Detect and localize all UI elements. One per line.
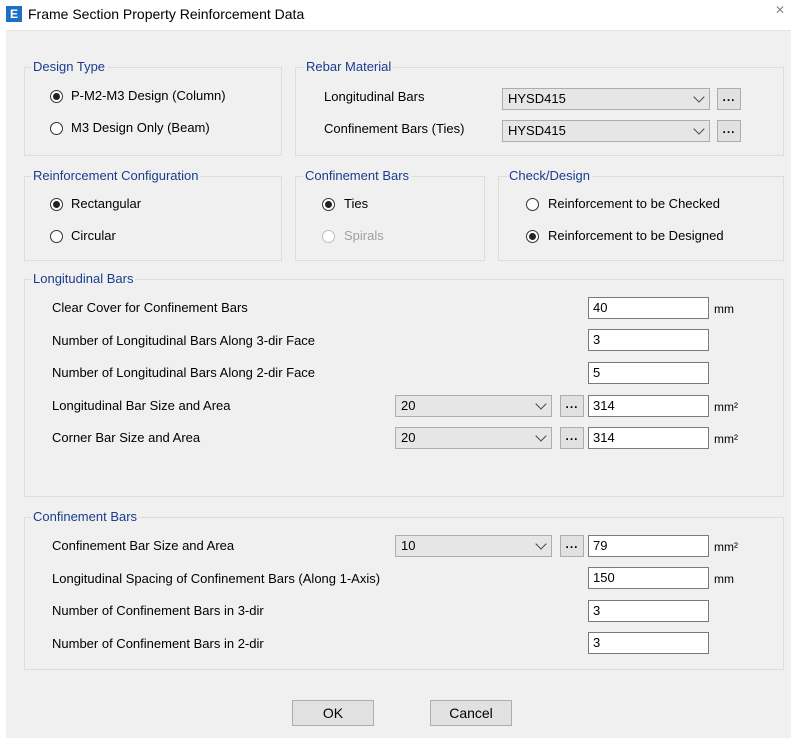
radio-column-design-label[interactable]: P-M2-M3 Design (Column) <box>71 88 226 103</box>
radio-reinforcement-designed-label[interactable]: Reinforcement to be Designed <box>548 228 724 243</box>
long-bar-size-select[interactable] <box>395 395 552 417</box>
check-design-group <box>498 176 784 261</box>
confinement-bars-3dir-label: Number of Confinement Bars in 3-dir <box>52 603 264 618</box>
confinement-spacing-unit: mm <box>714 572 734 586</box>
confinement-bars-2dir-input[interactable]: 3 <box>588 632 709 654</box>
radio-column-design[interactable] <box>50 90 63 103</box>
confinement-bar-area-input[interactable]: 79 <box>588 535 709 557</box>
radio-rectangular[interactable] <box>50 198 63 211</box>
chevron-down-icon <box>535 430 546 441</box>
reinforcement-configuration-legend: Reinforcement Configuration <box>33 168 199 183</box>
corner-bar-size-more-button[interactable]: ... <box>560 427 584 449</box>
confinement-bar-size-label: Confinement Bar Size and Area <box>52 538 235 553</box>
longitudinal-material-select[interactable] <box>502 88 710 110</box>
long-bar-area-input[interactable]: 314 <box>588 395 709 417</box>
rebar-material-group <box>295 67 784 156</box>
app-icon: E <box>6 6 22 22</box>
corner-bar-area-unit: mm² <box>714 432 738 446</box>
corner-bar-area-input[interactable]: 314 <box>588 427 709 449</box>
radio-circular-label[interactable]: Circular <box>71 228 116 243</box>
radio-reinforcement-designed[interactable] <box>526 230 539 243</box>
long-bars-3dir-input[interactable]: 3 <box>588 329 709 351</box>
close-icon[interactable]: ✕ <box>775 3 786 17</box>
confinement-bars-3dir-input[interactable]: 3 <box>588 600 709 622</box>
chevron-down-icon <box>535 398 546 409</box>
clear-cover-input[interactable]: 40 <box>588 297 709 319</box>
radio-circular[interactable] <box>50 230 63 243</box>
confinement-bar-size-select[interactable] <box>395 535 552 557</box>
chevron-down-icon <box>535 538 546 549</box>
confinement-spacing-input[interactable]: 150 <box>588 567 709 589</box>
radio-ties-label[interactable]: Ties <box>344 196 369 211</box>
reinforcement-configuration-group <box>24 176 282 261</box>
long-bars-2dir-input[interactable]: 5 <box>588 362 709 384</box>
radio-beam-design-label[interactable]: M3 Design Only (Beam) <box>71 120 210 135</box>
confinement-material-select[interactable] <box>502 120 710 142</box>
window-title: Frame Section Property Reinforcement Data <box>28 6 305 22</box>
confinement-spacing-label: Longitudinal Spacing of Confinement Bars (Along 1-Axis) <box>52 571 381 586</box>
confinement-material-more-button[interactable]: ... <box>717 120 741 142</box>
long-bar-size-more-button[interactable]: ... <box>560 395 584 417</box>
confinement-bar-area-unit: mm² <box>714 540 738 554</box>
chevron-down-icon <box>693 91 704 102</box>
rebar-material-legend: Rebar Material <box>306 59 392 74</box>
window-edge <box>0 30 6 738</box>
radio-reinforcement-checked[interactable] <box>526 198 539 211</box>
corner-bar-size-label: Corner Bar Size and Area <box>52 430 201 445</box>
check-design-legend: Check/Design <box>509 168 590 183</box>
radio-beam-design[interactable] <box>50 122 63 135</box>
long-bar-size-label: Longitudinal Bar Size and Area <box>52 398 231 413</box>
long-bar-size-value: 20 <box>401 398 416 413</box>
longitudinal-material-label: Longitudinal Bars <box>324 89 425 104</box>
clear-cover-unit: mm <box>714 302 734 316</box>
radio-spirals-label: Spirals <box>344 228 384 243</box>
ok-button[interactable]: OK <box>292 700 374 726</box>
long-bar-area-unit: mm² <box>714 400 738 414</box>
cancel-button[interactable]: Cancel <box>430 700 512 726</box>
confinement-bar-size-more-button[interactable]: ... <box>560 535 584 557</box>
longitudinal-bars-legend: Longitudinal Bars <box>33 271 134 286</box>
corner-bar-size-select[interactable] <box>395 427 552 449</box>
confinement-type-legend: Confinement Bars <box>305 168 410 183</box>
title-bar <box>0 0 791 31</box>
corner-bar-size-value: 20 <box>401 430 416 445</box>
confinement-type-group <box>295 176 485 261</box>
longitudinal-material-value: HYSD415 <box>508 91 566 106</box>
confinement-bars-legend: Confinement Bars <box>33 509 138 524</box>
confinement-bar-size-value: 10 <box>401 538 416 553</box>
chevron-down-icon <box>693 123 704 134</box>
clear-cover-label: Clear Cover for Confinement Bars <box>52 300 248 315</box>
radio-rectangular-label[interactable]: Rectangular <box>71 196 142 211</box>
confinement-bars-2dir-label: Number of Confinement Bars in 2-dir <box>52 636 264 651</box>
long-bars-2dir-label: Number of Longitudinal Bars Along 2-dir Face <box>52 365 316 380</box>
radio-ties[interactable] <box>322 198 335 211</box>
radio-reinforcement-checked-label[interactable]: Reinforcement to be Checked <box>548 196 720 211</box>
confinement-material-value: HYSD415 <box>508 123 566 138</box>
confinement-material-label: Confinement Bars (Ties) <box>324 121 465 136</box>
long-bars-3dir-label: Number of Longitudinal Bars Along 3-dir Face <box>52 333 316 348</box>
design-type-legend: Design Type <box>33 59 106 74</box>
design-type-group <box>24 67 282 156</box>
longitudinal-material-more-button[interactable]: ... <box>717 88 741 110</box>
radio-spirals <box>322 230 335 243</box>
